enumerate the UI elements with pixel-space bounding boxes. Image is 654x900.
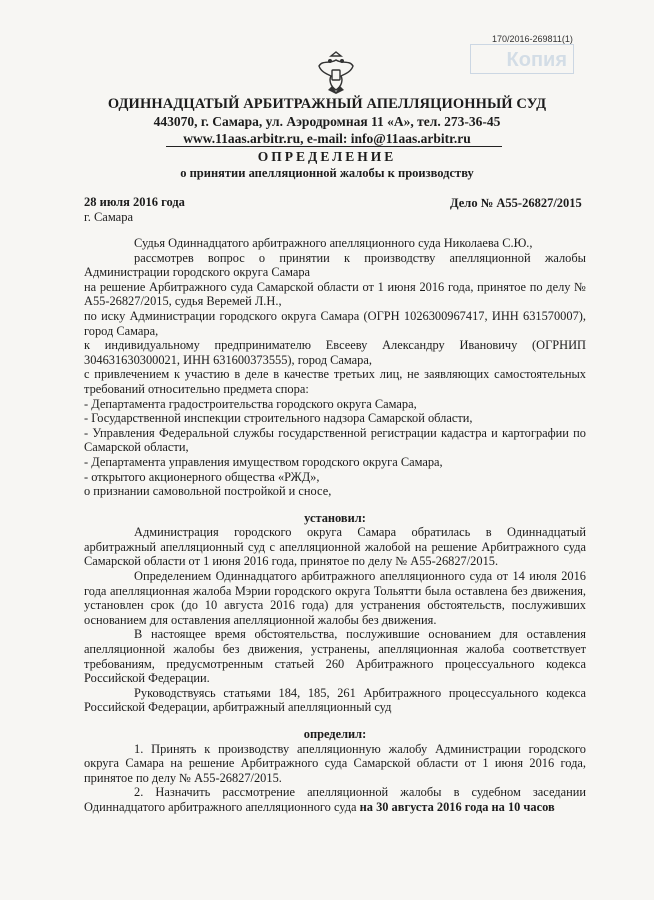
court-address: 443070, г. Самара, ул. Аэродромная 11 «А», тел. 273-36-45 (153, 114, 501, 129)
intro-paragraph: рассмотрев вопрос о принятии к производству апелляционной жалобы Администрации городского округа Самара (84, 250, 586, 280)
third-party-item: - Государственной инспекции строительного надзора Самарской области, (84, 411, 473, 426)
decided-item-1: 1. Принять к производству апелляционную жалобу Администрации городского округа Самара на решение Арбитражного суда Самарской области от 1 июня 2016 года, принятое по делу № А55-26827/2015. (84, 741, 586, 785)
document-date: 28 июля 2016 года (84, 195, 185, 209)
third-party-item: - Управления Федеральной службы государственной регистрации кадастра и картографии по Самарской области, (84, 425, 586, 455)
document-number: 170/2016-269811(1) (492, 34, 573, 44)
document-subtitle: о принятии апелляционной жалобы к производству (180, 166, 474, 180)
decided-item-2 (84, 785, 586, 814)
document-title: ОПРЕДЕЛЕНИЕ (257, 149, 397, 164)
header-divider (166, 146, 502, 147)
established-paragraph: Администрация городского округа Самара обратилась в Одиннадцатый арбитражный апелляционный суд с апелляционной жалобой на решение Арбитражного суда Самарской области от 1 июня 2016 года, принятое по делу № А55-26827/2015. (84, 525, 586, 569)
russian-coat-of-arms-icon (316, 50, 356, 94)
intro-paragraph: к индивидуальному предпринимателю Евсееву Александру Ивановичу (ОГРНИП 304631630300021, ИНН 631600373555), город Самара, (84, 338, 586, 367)
established-paragraph: В настоящее время обстоятельства, послужившие основанием для оставления апелляционной жалобы без движения, устранены, апелляционная жалоба соответствует требованиям, предусмотренным статьей 260 Арбитражного процессуального кодекса Российской Федерации. (84, 627, 586, 686)
established-heading: установил: (304, 510, 366, 525)
established-paragraph: Определением Одиннадцатого арбитражного апелляционного суда от 14 июля 2016 года апелляционная жалоба Мэрии городского округа Тольятти была оставлена без движения, установлен срок (до 10 августа 2016 года) для устранения обстоятельств, послуживших основанием для оставления апелляционной жалобы без движения. (84, 569, 586, 627)
third-party-item: - Департамента управления имуществом городского округа Самара, (84, 454, 443, 469)
court-name: ОДИННАДЦАТЫЙ АРБИТРАЖНЫЙ АПЕЛЛЯЦИОННЫЙ СУД (107, 96, 547, 112)
case-number: Дело № А55-26827/2015 (450, 196, 582, 210)
intro-paragraph: Судья Одиннадцатого арбитражного апелляционного суда Николаева С.Ю., (134, 236, 533, 250)
document-body (84, 236, 586, 815)
decided-item-2-text: 2. Назначить рассмотрение апелляционной жалобы в судебном заседании Одиннадцатого арбитражного апелляционного суда (84, 785, 586, 814)
intro-paragraph: по иску Администрации городского округа Самара (ОГРН 1026300967417, ИНН 631570007), город Самара, (84, 308, 586, 338)
court-web-email: www.11aas.arbitr.ru, e-mail: info@11aas.arbitr.ru (183, 131, 471, 146)
third-party-item: - открытого акционерного общества «РЖД», (84, 469, 320, 484)
third-party-item: - Департамента градостроительства городского округа Самара, (84, 396, 417, 411)
decided-heading: определил: (303, 727, 367, 741)
hearing-date: на 30 августа 2016 года на 10 часов (359, 799, 555, 814)
intro-paragraph: на решение Арбитражного суда Самарской области от 1 июня 2016 года, принятое по делу № А55-26827/2015, судья Веремей Л.Н., (84, 279, 586, 309)
document-city: г. Самара (84, 210, 134, 224)
intro-paragraph: с привлечением к участию в деле в качестве третьих лиц, не заявляющих самостоятельных требований относительно предмета спора: (84, 367, 586, 396)
copy-stamp: Копия (470, 44, 574, 74)
established-paragraph: Руководствуясь статьями 184, 185, 261 Арбитражного процессуального кодекса Российской Федерации, арбитражный апелляционный суд (84, 685, 586, 715)
intro-paragraph: о признании самовольной постройкой и сносе, (84, 484, 332, 499)
